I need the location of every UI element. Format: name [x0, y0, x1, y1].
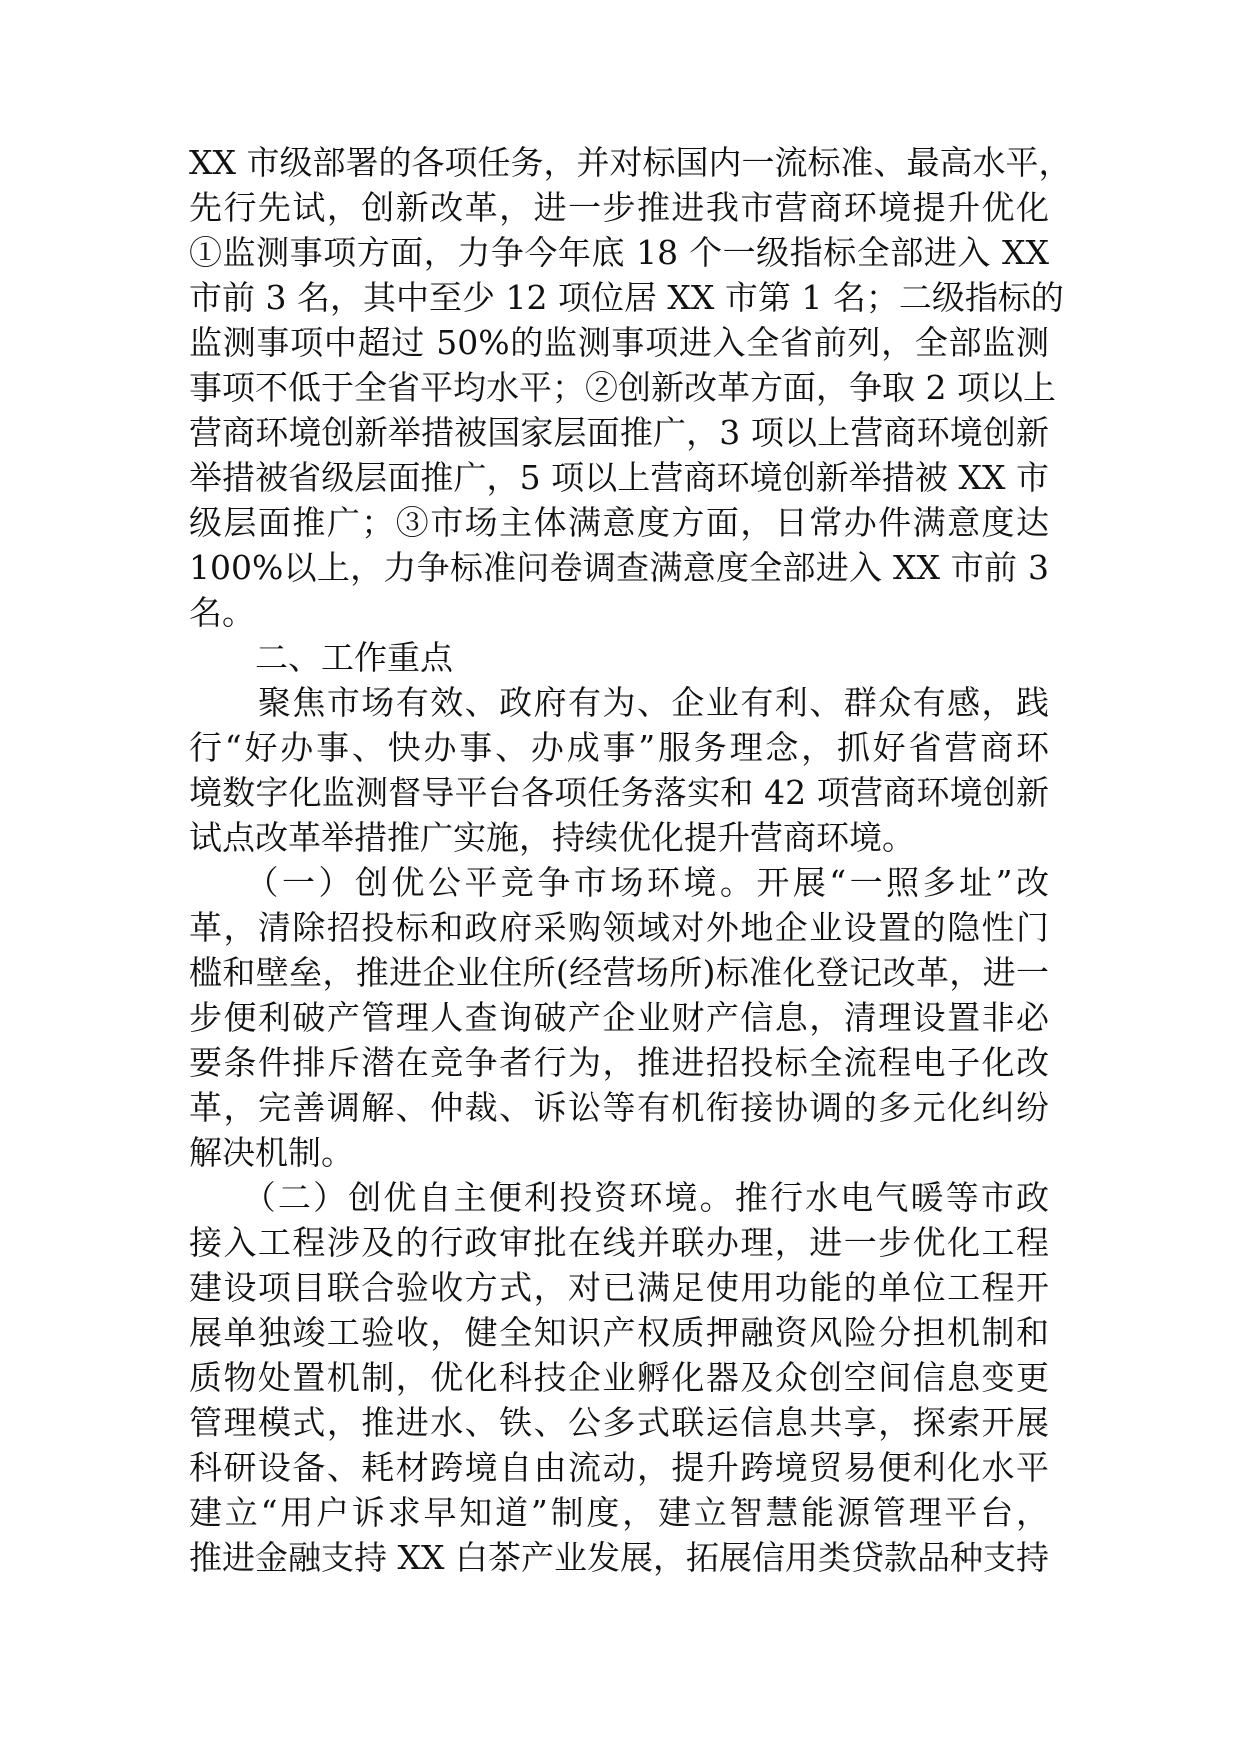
text-line: 接入工程涉及的行政审批在线并联办理，进一步优化工程 [189, 1223, 1049, 1262]
text-line: 建立“用户诉求早知道”制度，建立智慧能源管理平台， [189, 1493, 1049, 1532]
text-line: 建设项目联合验收方式，对已满足使用功能的单位工程开 [189, 1268, 1049, 1307]
text-line: 100%以上，力争标准问卷调查满意度全部进入 XX 市前 3 [189, 548, 1049, 587]
text-line: 境数字化监测督导平台各项任务落实和 42 项营商环境创新 [189, 773, 1049, 812]
text-line: 试点改革举措推广实施，持续优化提升营商环境。 [189, 818, 915, 857]
text-line: 举措被省级层面推广，5 项以上营商环境创新举措被 XX 市 [189, 458, 1049, 497]
text-line: 事项不低于全省平均水平；②创新改革方面，争取 2 项以上 [189, 368, 1056, 407]
text-line: 聚焦市场有效、政府有为、企业有利、群众有感，践 [189, 683, 1049, 722]
text-line: ①监测事项方面，力争今年底 18 个一级指标全部进入 XX [189, 233, 1049, 272]
text-line: 先行先试，创新改革，进一步推进我市营商环境提升优化 [189, 188, 1049, 227]
text-line: 管理模式，推进水、铁、公多式联运信息共享，探索开展 [189, 1403, 1049, 1442]
text-line: 展单独竣工验收，健全知识产权质押融资风险分担机制和 [189, 1313, 1049, 1352]
text-line: 革，完善调解、仲裁、诉讼等有机衔接协调的多元化纠纷 [189, 1088, 1049, 1127]
text-line: 解决机制。 [189, 1133, 354, 1172]
text-line: 革，清除招投标和政府采购领域对外地企业设置的隐性门 [189, 908, 1049, 947]
text-line: 行“好办事、快办事、办成事”服务理念，抓好省营商环 [189, 728, 1049, 767]
text-line: 二、工作重点 [189, 638, 453, 677]
text-line: （二）创优自主便利投资环境。推行水电气暖等市政 [189, 1178, 1049, 1217]
text-line: 市前 3 名，其中至少 12 项位居 XX 市第 1 名；二级指标的 [189, 278, 1064, 317]
text-line: 营商环境创新举措被国家层面推广，3 项以上营商环境创新 [189, 413, 1049, 452]
text-line: XX 市级部署的各项任务，并对标国内一流标准、最高水平， [189, 143, 1072, 182]
text-line: 监测事项中超过 50%的监测事项进入全省前列，全部监测 [189, 323, 1049, 362]
text-line: 级层面推广；③市场主体满意度方面，日常办件满意度达 [189, 503, 1049, 542]
text-line: 推进金融支持 XX 白茶产业发展，拓展信用类贷款品种支持 [189, 1538, 1049, 1577]
text-line: （一）创优公平竞争市场环境。开展“一照多址”改 [189, 863, 1049, 902]
text-line: 科研设备、耗材跨境自由流动，提升跨境贸易便利化水平 [189, 1448, 1049, 1487]
text-line: 质物处置机制，优化科技企业孵化器及众创空间信息变更 [189, 1358, 1049, 1397]
document-body [189, 140, 1072, 1580]
text-line: 槛和壁垒，推进企业住所(经营场所)标准化登记改革，进一 [189, 953, 1049, 992]
text-line: 要条件排斥潜在竞争者行为，推进招投标全流程电子化改 [189, 1043, 1049, 1082]
text-line: 名。 [189, 593, 255, 632]
text-line: 步便利破产管理人查询破产企业财产信息，清理设置非必 [189, 998, 1049, 1037]
